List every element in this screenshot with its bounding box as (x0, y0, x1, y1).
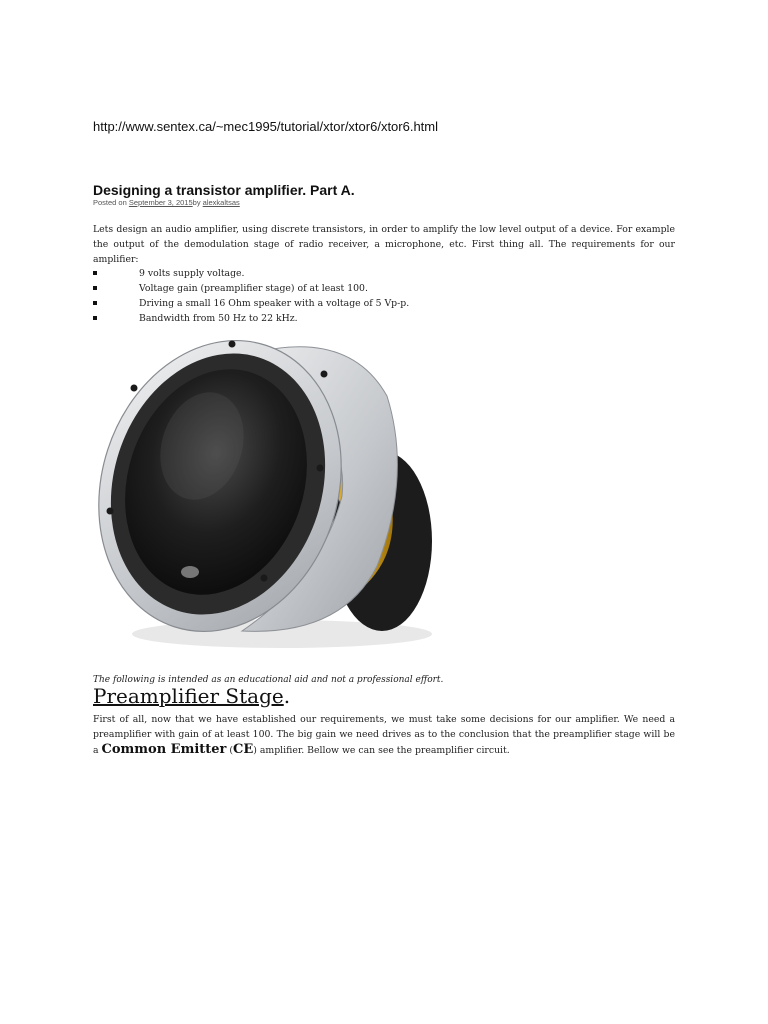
square-bullet-icon (93, 286, 97, 290)
ce-abbreviation: CE (233, 742, 254, 757)
requirement-text: Driving a small 16 Ohm speaker with a voltage of 5 Vp-p. (139, 298, 410, 309)
section-heading-period: . (283, 684, 291, 708)
source-url[interactable]: http://www.sentex.ca/~mec1995/tutorial/xtor/xtor6/xtor6.html (93, 119, 439, 134)
posted-date-link[interactable]: September 3, 2015 (128, 198, 193, 207)
speaker-logo-badge (181, 566, 199, 578)
body-close-paren: ) (253, 745, 257, 756)
common-emitter-term: Common Emitter (101, 742, 227, 757)
requirement-text: Voltage gain (preamplifier stage) of at least 100. (139, 283, 368, 294)
article-title: Designing a transistor amplifier. Part A. (93, 182, 355, 198)
requirement-text: 9 volts supply voltage. (139, 268, 245, 279)
square-bullet-icon (93, 301, 97, 305)
intro-paragraph: Lets design an audio amplifier, using discrete transistors, in order to amplify the low level output of a device. For example the output of the demodulation stage of radio receiver, a microphone, etc. First thing all. The requirements for our amplifier: (93, 224, 675, 265)
author-link[interactable]: alexkaltsas (202, 198, 240, 207)
body-text-part2: amplifier. Bellow we can see the preamplifier circuit. (256, 745, 510, 756)
speaker-image (92, 326, 437, 656)
requirements-list (93, 266, 409, 326)
list-item (93, 266, 409, 281)
list-item (93, 311, 409, 326)
body-text-part1: First of all, now that we have established our requirements, we must take some decisions for our amplifier. We need a preamplifier with gain of at least 100. The big gain we need drives as to the conclusion that the preamplifier stage will be a (93, 714, 675, 756)
section-heading (93, 684, 290, 708)
disclaimer-text: The following is intended as an educational aid and not a professional effort. (93, 675, 444, 685)
post-meta (93, 198, 240, 207)
body-paragraph (93, 712, 675, 758)
list-item (93, 281, 409, 296)
square-bullet-icon (93, 271, 97, 275)
list-item (93, 296, 409, 311)
posted-prefix: Posted on (93, 198, 129, 207)
section-heading-text: Preamplifier Stage (93, 684, 284, 708)
square-bullet-icon (93, 316, 97, 320)
requirement-text: Bandwidth from 50 Hz to 22 kHz. (139, 313, 298, 324)
by-prefix: by (192, 198, 203, 207)
body-open-paren: ( (226, 745, 234, 756)
